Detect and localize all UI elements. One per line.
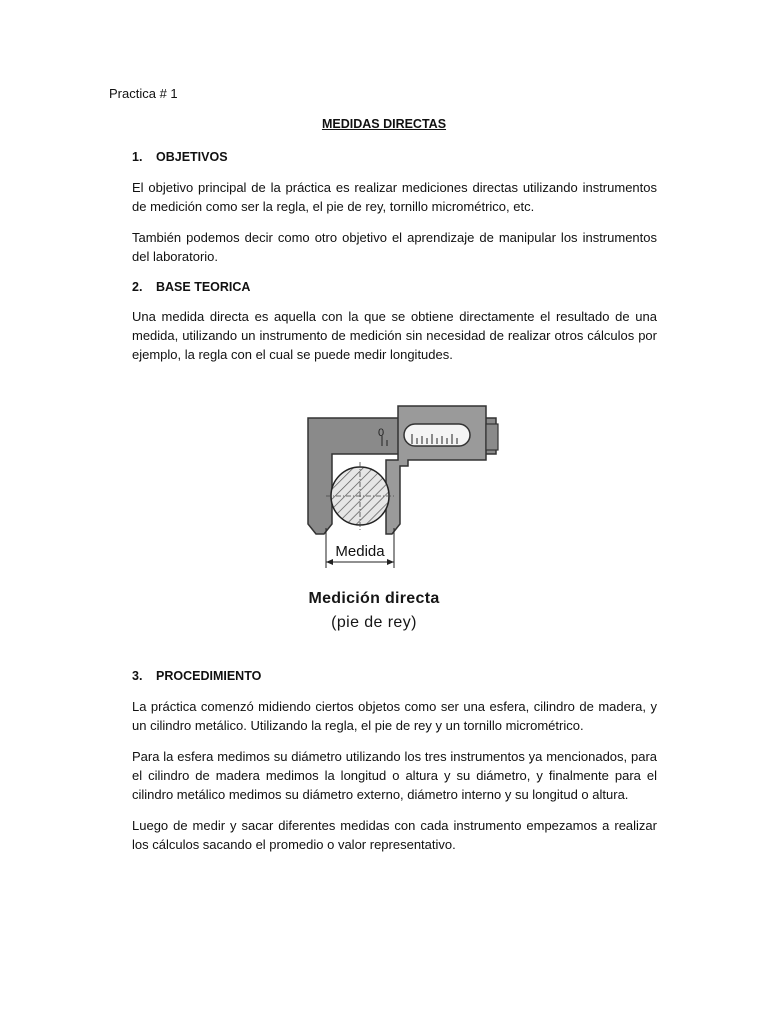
scale-zero-label: 0: [378, 427, 385, 439]
section-2-number: 2.: [132, 280, 143, 294]
section-3-paragraph-2: Para la esfera medimos su diámetro utilizando los tres instrumentos ya mencionados, para el cilindro de madera medimos la longitud o altura y su diámetro, y finalmente para el cilindro metálico medimos su diámetro externo, diámetro interno y su longitud o altura.: [132, 749, 657, 802]
section-2-paragraph-1: Una medida directa es aquella con la que se obtiene directamente el resultado de una medida, utilizando un instrumento de medición sin necesidad de realizar otros cálculos por ejemplo, la regla con el cual se puede medir longitudes.: [132, 309, 657, 362]
section-1-paragraph-2: También podemos decir como otro objetivo el aprendizaje de manipular los instrumentos del laboratorio.: [132, 230, 657, 264]
section-1-number: 1.: [132, 150, 143, 164]
section-2-heading: [132, 280, 250, 294]
section-3-title: PROCEDIMIENTO: [156, 669, 262, 683]
section-3-paragraph-1: La práctica comenzó midiendo ciertos objetos como ser una esfera, cilindro de madera, y un cilindro metálico. Utilizando la regla, el pie de rey y un tornillo micrométrico.: [132, 699, 657, 733]
section-1-paragraph-1: El objetivo principal de la práctica es realizar mediciones directas utilizando instrumentos de medición como ser la regla, el pie de rey, tornillo micrométrico, etc.: [132, 180, 657, 214]
document-title: MEDIDAS DIRECTAS: [321, 117, 447, 131]
section-3-paragraph-3: Luego de medir y sacar diferentes medidas con cada instrumento empezamos a realizar los cálculos sacando el promedio o valor representativo.: [132, 818, 657, 852]
section-3-number: 3.: [132, 669, 143, 683]
dimension-label: Medida: [335, 543, 385, 560]
section-1-heading: [132, 150, 228, 164]
section-1-title: OBJETIVOS: [156, 150, 228, 164]
figure-caption-title: Medición directa: [308, 590, 440, 607]
caliper-figure: [296, 396, 506, 646]
practice-number: Practica # 1: [109, 86, 178, 101]
section-3-heading: [132, 669, 261, 683]
section-2-title: BASE TEORICA: [156, 280, 251, 294]
figure-caption-subtitle: (pie de rey): [331, 614, 417, 631]
